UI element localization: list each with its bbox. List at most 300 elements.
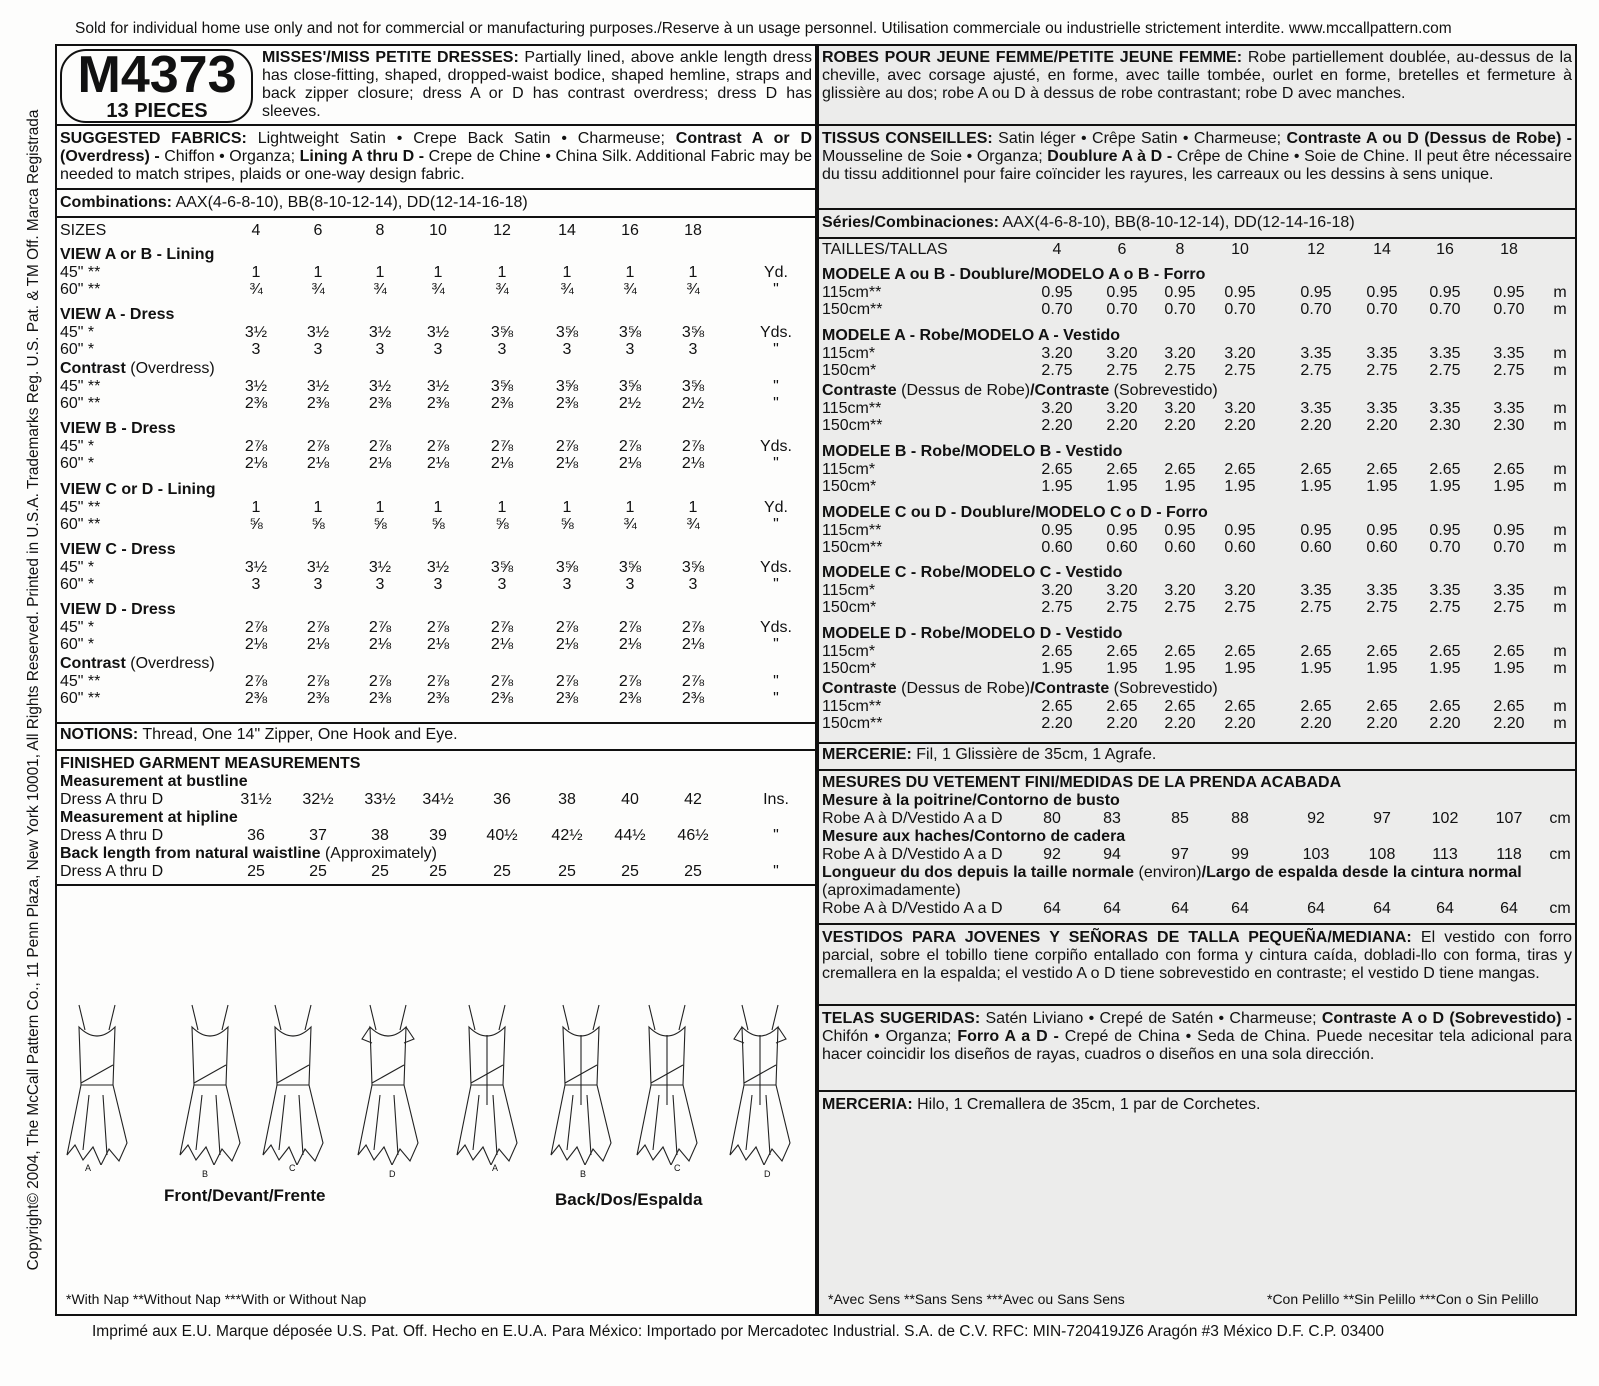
fr-yardage-cell: 3.35 <box>1300 400 1332 417</box>
es-fabrics-main: Satén Liviano • Crepé de Satén • Charmeuse; <box>985 1010 1317 1027</box>
fr-description <box>822 49 1572 103</box>
fr-unit: m <box>1553 539 1567 556</box>
en-yardage-cell: ⅝ <box>311 516 325 533</box>
fr-yardage-cell: 1.95 <box>1224 478 1256 495</box>
en-unit: Yds. <box>759 619 792 636</box>
en-yardage-cell: 2⅜ <box>306 395 330 412</box>
fr-yardage-cell: 1.95 <box>1366 660 1398 677</box>
fr-yardage-cell: 3.35 <box>1429 400 1461 417</box>
en-measurement-cell: 34½ <box>422 791 454 808</box>
fr-yardage-cell: 2.65 <box>1493 643 1525 660</box>
en-unit: " <box>773 690 779 707</box>
fr-yardage-cell: 2.75 <box>1429 599 1461 616</box>
fr-measurement-cell: 64 <box>1307 900 1325 917</box>
en-yardage-cell: 2⅞ <box>368 438 392 455</box>
fr-measurement-cell: 103 <box>1302 846 1330 863</box>
en-combinations-title: Combinations: <box>60 194 172 211</box>
es-notions <box>822 1096 1260 1114</box>
en-fabric-width: 45" ** <box>60 378 101 395</box>
en-fabrics-main: Lightweight Satin • Crepe Back Satin • Charmeuse; <box>257 130 665 147</box>
en-yardage-cell: 3⅝ <box>618 559 642 576</box>
en-yardage-cell: 3 <box>497 341 507 358</box>
dress-skirt-folds <box>746 1095 770 1155</box>
fr-yardage-cell: 2.65 <box>1224 461 1256 478</box>
fr-yardage-cell: 1.95 <box>1429 660 1461 677</box>
en-unit: Yds. <box>759 438 792 455</box>
fr-measurement-title-text: Mesure aux haches/Contorno de cadera <box>822 828 1126 845</box>
fr-yardage-cell: 3.35 <box>1366 400 1398 417</box>
fr-yardage-cell: 0.95 <box>1106 522 1138 539</box>
en-size-header: 10 <box>429 222 447 239</box>
en-measurement-unit: " <box>773 827 779 844</box>
fr-yardage-cell: 3.35 <box>1300 582 1332 599</box>
en-measurement-cell: 36 <box>247 827 265 844</box>
en-yardage-cell: 3 <box>313 341 323 358</box>
fr-notions-title: MERCERIE: <box>822 746 912 763</box>
fr-yardage-cell: 3.20 <box>1164 345 1196 362</box>
en-yardage-cell: 2⅞ <box>490 673 514 690</box>
en-section-title <box>60 601 176 619</box>
en-notions <box>60 726 458 744</box>
fr-yardage-cell: 0.70 <box>1493 539 1525 556</box>
es-fabrics-contrast-label: Contraste A o D (Sobrevestido) - <box>1321 1010 1573 1027</box>
fr-yardage-cell: 1.95 <box>1300 478 1332 495</box>
fr-yardage-cell: 0.95 <box>1106 284 1138 301</box>
en-yardage-cell: 1 <box>251 264 261 281</box>
en-yardage-cell: 1 <box>562 499 572 516</box>
en-yardage-cell: 2⅛ <box>555 636 579 653</box>
en-unit: Yd. <box>763 264 788 281</box>
fr-yardage-cell: 2.65 <box>1041 643 1073 660</box>
fr-yardage-cell: 3.35 <box>1300 345 1332 362</box>
fr-fabric-width: 150cm* <box>822 478 877 495</box>
dress-bodice <box>275 1027 311 1085</box>
en-fabrics-lining: Crepe de Chine • China Silk. Additional Fabric may be needed to match stripes, plaids or one-way design fabric. <box>60 148 812 183</box>
fr-yardage-cell: 0.95 <box>1493 284 1525 301</box>
en-yardage-cell: 2⅜ <box>244 690 268 707</box>
fr-yardage-cell: 2.65 <box>1106 698 1138 715</box>
en-unit: " <box>773 395 779 412</box>
en-yardage-cell: 3 <box>625 341 635 358</box>
fr-yardage-cell: 2.65 <box>1429 643 1461 660</box>
en-measurement-cell: 37 <box>309 827 327 844</box>
en-measurement-label: Dress A thru D <box>60 863 164 880</box>
en-fabric-width: 45" * <box>60 619 95 636</box>
en-yardage-cell: 2⅞ <box>555 619 579 636</box>
en-yardage-cell: 1 <box>251 499 261 516</box>
en-yardage-cell: 2⅞ <box>244 438 268 455</box>
fr-notions <box>822 746 1156 764</box>
en-measurement-title-text: Measurement at hipline <box>60 809 238 826</box>
fr-section-title-text: MODELE C - Robe/MODELO C - Vestido <box>822 564 1123 581</box>
en-yardage-cell: 3 <box>251 576 261 593</box>
en-measurement-cell: 32½ <box>302 791 334 808</box>
en-yardage-cell: 3½ <box>244 378 268 395</box>
en-yardage-cell: ⅝ <box>560 516 574 533</box>
fr-yardage-cell: 3.20 <box>1041 345 1073 362</box>
nap-legend-fr: *Avec Sens **Sans Sens ***Avec ou Sans Sens <box>828 1291 1125 1307</box>
fr-yardage-cell: 2.20 <box>1300 417 1332 434</box>
fr-yardage-cell: 2.65 <box>1106 461 1138 478</box>
fr-fabric-width: 150cm* <box>822 362 877 379</box>
fr-yardage-cell: 0.95 <box>1493 522 1525 539</box>
fr-yardage-cell: 2.65 <box>1429 698 1461 715</box>
en-yardage-cell: 2½ <box>618 395 642 412</box>
fr-section-title <box>822 564 1122 582</box>
fr-yardage-cell: 1.95 <box>1429 478 1461 495</box>
es-notions-body: Hilo, 1 Cremallera de 35cm, 1 par de Corchetes. <box>917 1096 1261 1113</box>
fr-measurement-title <box>822 828 1572 846</box>
fr-unit: m <box>1553 362 1567 379</box>
fr-measurement-cell: 83 <box>1103 810 1121 827</box>
fr-size-header: 10 <box>1231 241 1249 258</box>
fr-fabric-width: 150cm** <box>822 301 883 318</box>
fr-section-title-es: /Contraste <box>1030 382 1110 399</box>
en-combinations <box>60 194 528 212</box>
fr-yardage-cell: 2.75 <box>1164 599 1196 616</box>
fr-unit: m <box>1553 522 1567 539</box>
en-yardage-cell: 3⅝ <box>555 559 579 576</box>
fr-yardage-cell: 3.35 <box>1493 400 1525 417</box>
en-yardage-cell: 2⅞ <box>306 673 330 690</box>
en-yardage-cell: 1 <box>688 499 698 516</box>
fr-yardage-cell: 2.65 <box>1493 698 1525 715</box>
en-section-title <box>60 306 174 324</box>
fr-yardage-cell: 3.20 <box>1106 582 1138 599</box>
fr-yardage-cell: 2.75 <box>1300 362 1332 379</box>
fr-yardage-cell: 2.65 <box>1164 643 1196 660</box>
en-yardage-cell: 2⅜ <box>306 690 330 707</box>
en-yardage-cell: 1 <box>313 499 323 516</box>
en-section-subtitle: (Overdress) <box>130 360 215 377</box>
en-finished-measurements-title: FINISHED GARMENT MEASUREMENTS <box>60 755 361 772</box>
en-fabrics-contrast: Chiffon • Organza; <box>164 148 296 165</box>
en-fabric-width: 60" ** <box>60 395 101 412</box>
en-yardage-cell: 2⅞ <box>368 619 392 636</box>
fr-fabric-width: 150cm* <box>822 599 877 616</box>
fr-yardage-cell: 0.95 <box>1224 522 1256 539</box>
en-section-title-text: VIEW D - Dress <box>60 601 176 618</box>
fr-yardage-cell: 1.95 <box>1041 478 1073 495</box>
dress-strap <box>79 1005 115 1030</box>
en-size-header: 14 <box>558 222 576 239</box>
en-yardage-cell: 3½ <box>426 324 450 341</box>
en-yardage-cell: 3½ <box>244 324 268 341</box>
fr-measurement-unit: cm <box>1549 810 1571 827</box>
en-measurement-cell: 40 <box>621 791 639 808</box>
fr-section-title-text: MODELE A ou B - Doublure/MODELO A o B - Forro <box>822 266 1206 283</box>
dress-skirt-folds <box>196 1095 220 1155</box>
fr-yardage-cell: 2.20 <box>1106 417 1138 434</box>
fr-yardage-cell: 3.35 <box>1366 582 1398 599</box>
en-yardage-cell: 2⅜ <box>555 690 579 707</box>
fr-yardage-cell: 0.95 <box>1164 522 1196 539</box>
fr-yardage-cell: 1.95 <box>1366 478 1398 495</box>
en-yardage-cell: 2⅜ <box>368 395 392 412</box>
en-yardage-cell: 2⅞ <box>555 673 579 690</box>
en-yardage-cell: 2⅞ <box>490 619 514 636</box>
fr-unit: m <box>1553 461 1567 478</box>
column-divider <box>815 44 819 1316</box>
en-measurement-cell: 25 <box>684 863 702 880</box>
fr-yardage-cell: 2.65 <box>1300 698 1332 715</box>
fr-measurement-cell: 92 <box>1043 846 1061 863</box>
en-yardage-cell: ⅝ <box>431 516 445 533</box>
fr-yardage-cell: 1.95 <box>1300 660 1332 677</box>
fr-yardage-cell: 2.30 <box>1493 417 1525 434</box>
fr-measurement-cell: 64 <box>1231 900 1249 917</box>
fr-yardage-cell: 1.95 <box>1224 660 1256 677</box>
en-yardage-cell: 2⅞ <box>681 619 705 636</box>
fr-yardage-cell: 2.75 <box>1041 362 1073 379</box>
en-yardage-cell: 3½ <box>368 324 392 341</box>
fr-yardage-cell: 0.70 <box>1429 301 1461 318</box>
en-yardage-cell: 3⅝ <box>490 559 514 576</box>
en-yardage-cell: 3½ <box>306 378 330 395</box>
fr-unit: m <box>1553 599 1567 616</box>
en-unit: " <box>773 636 779 653</box>
fr-measurement-cell: 64 <box>1103 900 1121 917</box>
fr-fabrics-title: TISSUS CONSEILLES: <box>822 130 993 147</box>
fr-yardage-cell: 0.60 <box>1224 539 1256 556</box>
fr-yardage-cell: 3.20 <box>1224 582 1256 599</box>
view-letter: C <box>674 1163 681 1173</box>
fr-yardage-cell: 2.20 <box>1224 417 1256 434</box>
fr-yardage-cell: 0.95 <box>1300 522 1332 539</box>
en-measurement-title <box>60 773 248 791</box>
en-yardage-cell: 3 <box>375 576 385 593</box>
fr-yardage-cell: 2.65 <box>1366 643 1398 660</box>
fr-unit: m <box>1553 715 1567 732</box>
en-yardage-cell: ¾ <box>373 281 387 298</box>
fr-yardage-cell: 2.65 <box>1366 461 1398 478</box>
fr-yardage-cell: 1.95 <box>1493 660 1525 677</box>
usage-notice: Sold for individual home use only and not for commercial or manufacturing purposes./Reserve à un usage personnel. Utilisation commerciale ou industrielle strictement interdite. www.mccallpattern.com <box>75 20 1452 37</box>
fr-description-body: Robe partiellement doublée, au-dessus de la cheville, avec corsage ajusté, en forme, avec taille tombée, ourlet en forme, bretelles et fermeture à glissière au dos; robe A ou D à dessus de robe contrastant; robe D avec manches. <box>822 49 1572 102</box>
en-fabric-width: 60" ** <box>60 516 101 533</box>
dress-bodice <box>370 1027 406 1085</box>
fr-measurement-cell: 85 <box>1171 810 1189 827</box>
view-letter: D <box>764 1169 771 1179</box>
en-yardage-cell: 1 <box>497 499 507 516</box>
en-yardage-cell: 2⅜ <box>490 395 514 412</box>
fr-yardage-cell: 3.35 <box>1366 345 1398 362</box>
en-measurement-cell: 40½ <box>486 827 518 844</box>
fr-yardage-cell: 2.65 <box>1224 698 1256 715</box>
en-yardage-cell: 2⅛ <box>368 455 392 472</box>
en-measurement-cell: 38 <box>371 827 389 844</box>
es-description <box>822 929 1572 983</box>
en-combinations-body: AAX(4-6-8-10), BB(8-10-12-14), DD(12-14-16-18) <box>175 194 528 211</box>
en-yardage-cell: 3½ <box>368 378 392 395</box>
fr-yardage-cell: 1.95 <box>1493 478 1525 495</box>
fr-yardage-cell: 0.60 <box>1041 539 1073 556</box>
fr-size-header: 16 <box>1436 241 1454 258</box>
view-letter: A <box>85 1163 92 1173</box>
en-fabric-width: 45" * <box>60 559 95 576</box>
fr-section-title-text: MODELE C ou D - Doublure/MODELO C o D - Forro <box>822 504 1208 521</box>
en-yardage-cell: 2½ <box>681 395 705 412</box>
import-notice: Imprimé aux E.U. Marque déposée U.S. Pat. Off. Hecho en E.U.A. Para México: Importado por Mercadotec Industrial. S.A. de C.V. RFC: MIN-720419JZ6 Aragón #3 México D.F. C.P. 03400 <box>92 1323 1384 1340</box>
dress-strap <box>469 1005 505 1030</box>
en-unit: " <box>773 673 779 690</box>
en-measurement-title-text: Back length from natural waistline <box>60 845 321 862</box>
es-notions-title: MERCERIA: <box>822 1096 913 1113</box>
fr-measurement-cell: 97 <box>1171 846 1189 863</box>
fr-yardage-cell: 0.95 <box>1300 284 1332 301</box>
piece-count: 13 PIECES <box>106 100 208 122</box>
en-measurement-cell: 42½ <box>551 827 583 844</box>
en-measurement-subtitle: (Approximately) <box>324 845 437 862</box>
fr-section-subtitle-es: (Sobrevestido) <box>1113 382 1218 399</box>
dress-skirt <box>67 1085 127 1165</box>
en-section-title-text: VIEW B - Dress <box>60 420 176 437</box>
dress-strap <box>649 1005 685 1030</box>
fr-yardage-cell: 3.20 <box>1041 582 1073 599</box>
fr-yardage-cell: 0.70 <box>1224 301 1256 318</box>
fr-measurement-unit: cm <box>1549 900 1571 917</box>
en-sizes-label: SIZES <box>60 222 107 239</box>
view-letter: A <box>492 1163 499 1173</box>
fr-yardage-cell: 0.70 <box>1366 301 1398 318</box>
en-yardage-cell: 2⅞ <box>306 438 330 455</box>
fr-yardage-cell: 2.75 <box>1041 599 1073 616</box>
en-yardage-cell: 2⅛ <box>681 455 705 472</box>
en-measurement-cell: 44½ <box>614 827 646 844</box>
dress-skirt-folds <box>473 1095 497 1155</box>
en-section-title-text: VIEW A - Dress <box>60 306 175 323</box>
fr-unit: m <box>1553 698 1567 715</box>
dress-waist-seam <box>81 1065 113 1083</box>
fr-yardage-cell: 0.95 <box>1366 522 1398 539</box>
en-yardage-cell: ¾ <box>560 281 574 298</box>
en-yardage-cell: 3⅝ <box>681 559 705 576</box>
es-suggested-fabrics <box>822 1010 1572 1064</box>
fr-section-title <box>822 382 1218 400</box>
fr-yardage-cell: 3.20 <box>1164 582 1196 599</box>
fr-measurement-cell: 97 <box>1373 810 1391 827</box>
fr-section-title-text: MODELE B - Robe/MODELO B - Vestido <box>822 443 1123 460</box>
en-section-subtitle: (Overdress) <box>130 655 215 672</box>
en-yardage-cell: 1 <box>433 264 443 281</box>
fr-yardage-cell: 0.70 <box>1429 539 1461 556</box>
fr-section-title-text: MODELE A - Robe/MODELO A - Vestido <box>822 327 1121 344</box>
en-yardage-cell: 2⅛ <box>618 455 642 472</box>
en-yardage-cell: 3½ <box>426 378 450 395</box>
en-unit: Yd. <box>763 499 788 516</box>
en-yardage-cell: 2⅛ <box>306 636 330 653</box>
en-yardage-cell: 2⅞ <box>681 673 705 690</box>
fr-unit: m <box>1553 582 1567 599</box>
en-fabric-width: 60" * <box>60 576 95 593</box>
dress-strap <box>370 1005 406 1030</box>
en-section-title <box>60 541 176 559</box>
en-size-header: 16 <box>621 222 639 239</box>
fr-unit: m <box>1553 400 1567 417</box>
en-yardage-cell: 1 <box>433 499 443 516</box>
en-yardage-cell: 2⅜ <box>618 690 642 707</box>
en-yardage-cell: ⅝ <box>249 516 263 533</box>
en-measurement-label: Dress A thru D <box>60 827 164 844</box>
en-yardage-cell: 3 <box>562 576 572 593</box>
fr-yardage-cell: 2.20 <box>1366 417 1398 434</box>
fr-size-header: 6 <box>1117 241 1127 258</box>
en-suggested-fabrics <box>60 130 812 184</box>
en-yardage-cell: 3 <box>375 341 385 358</box>
en-fabrics-lining-label: Lining A thru D - <box>299 148 425 165</box>
en-yardage-cell: 1 <box>313 264 323 281</box>
view-letter: C <box>289 1163 296 1173</box>
fr-fabric-width: 115cm* <box>822 461 876 478</box>
fr-measurement-label: Robe A à D/Vestido A a D <box>822 810 1003 827</box>
dress-bodice <box>192 1027 228 1085</box>
fr-yardage-cell: 3.35 <box>1429 582 1461 599</box>
fr-combinations <box>822 214 1355 232</box>
en-yardage-cell: 3⅝ <box>555 324 579 341</box>
fr-yardage-cell: 3.20 <box>1106 345 1138 362</box>
fr-yardage-cell: 0.60 <box>1164 539 1196 556</box>
fr-size-header: 12 <box>1307 241 1325 258</box>
fr-yardage-cell: 2.20 <box>1300 715 1332 732</box>
fr-yardage-cell: 2.20 <box>1041 715 1073 732</box>
en-yardage-cell: ¾ <box>495 281 509 298</box>
en-yardage-cell: 2⅞ <box>426 673 450 690</box>
en-section-title <box>60 481 216 499</box>
fr-size-header: 4 <box>1052 241 1062 258</box>
en-yardage-cell: 3⅝ <box>490 324 514 341</box>
fr-yardage-cell: 0.70 <box>1106 301 1138 318</box>
fr-fabrics-contrast: Mousseline de Soie • Organza; <box>822 148 1043 165</box>
fr-measurement-cell: 64 <box>1373 900 1391 917</box>
en-measurement-cell: 39 <box>429 827 447 844</box>
fr-description-title: ROBES POUR JEUNE FEMME/PETITE JEUNE FEMME: <box>822 49 1243 66</box>
en-section-title-text: Contrast <box>60 655 126 672</box>
en-yardage-cell: 2⅞ <box>618 673 642 690</box>
fr-measurement-title <box>822 864 1572 900</box>
fr-yardage-cell: 2.75 <box>1106 362 1138 379</box>
en-yardage-cell: 2⅞ <box>490 438 514 455</box>
en-yardage-cell: 2⅞ <box>244 673 268 690</box>
en-yardage-cell: 2⅞ <box>306 619 330 636</box>
fr-measurement-subtitle-es: (aproximadamente) <box>822 882 961 899</box>
fr-yardage-cell: 3.20 <box>1164 400 1196 417</box>
en-yardage-cell: 2⅛ <box>306 455 330 472</box>
en-yardage-cell: 3 <box>497 576 507 593</box>
dress-skirt <box>180 1085 240 1165</box>
front-caption: Front/Devant/Frente <box>164 1186 326 1205</box>
en-yardage-cell: 2⅞ <box>426 619 450 636</box>
en-size-header: 12 <box>493 222 511 239</box>
fr-section-title <box>822 266 1205 284</box>
es-fabrics-title: TELAS SUGERIDAS: <box>822 1010 981 1027</box>
fr-measurement-title-text: Mesure à la poitrine/Contorno de busto <box>822 792 1120 809</box>
en-yardage-cell: 3 <box>251 341 261 358</box>
en-yardage-cell: 2⅜ <box>555 395 579 412</box>
fr-yardage-cell: 2.75 <box>1224 362 1256 379</box>
en-measurement-cell: 38 <box>558 791 576 808</box>
dress-skirt <box>358 1085 418 1165</box>
en-yardage-cell: 3 <box>625 576 635 593</box>
fr-yardage-cell: 0.60 <box>1106 539 1138 556</box>
en-yardage-cell: 3½ <box>244 559 268 576</box>
fr-size-header: 18 <box>1500 241 1518 258</box>
fr-yardage-cell: 2.30 <box>1429 417 1461 434</box>
fr-yardage-cell: 2.65 <box>1041 461 1073 478</box>
fr-measurement-subtitle: (environ) <box>1138 864 1202 881</box>
en-fabric-width: 45" ** <box>60 673 101 690</box>
en-fabric-width: 45" ** <box>60 499 101 516</box>
view-illustrations <box>60 985 805 1165</box>
